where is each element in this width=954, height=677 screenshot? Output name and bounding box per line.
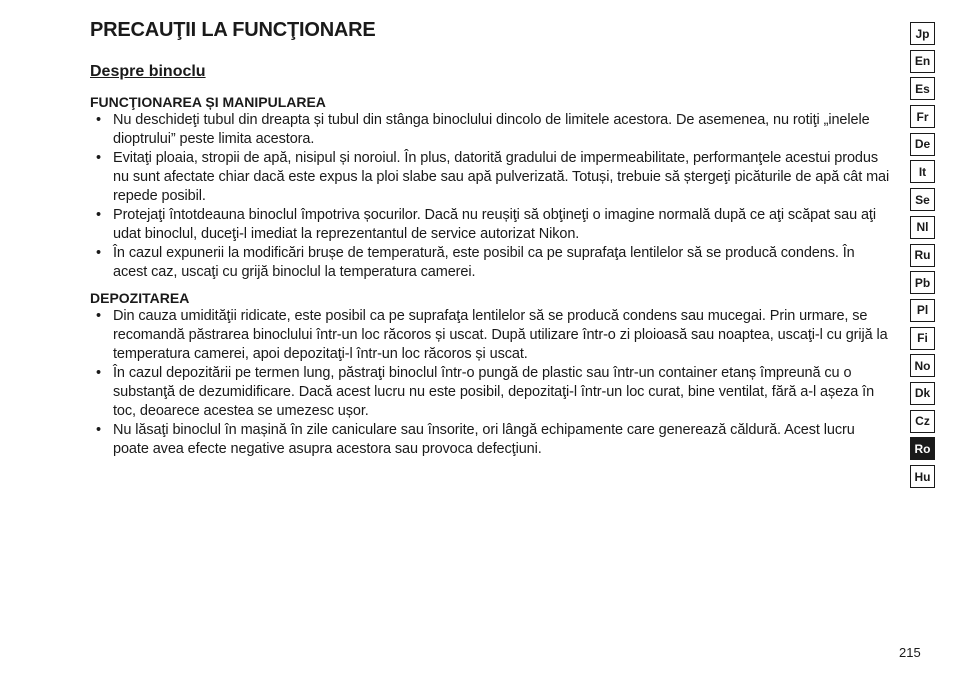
list-item: • Protejaţi întotdeauna binoclul împotriva șocurilor. Dacă nu reușiţi să obţineţi o imagine normală după ce aţi scăpat sau aţi udat binoclul, duceţi-l imediat la reprezentantul de service autorizat Nikon.: [90, 206, 890, 244]
tab-language-hu[interactable]: Hu: [910, 465, 935, 488]
list-item: • În cazul expunerii la modificări brușe de temperatură, este posibil ca pe suprafaţa lentilelor să se producă condens. În acest caz, uscaţi cu grijă binoclul la temperatura camerei.: [90, 244, 890, 282]
tab-language-fr[interactable]: Fr: [910, 105, 935, 128]
tab-language-en[interactable]: En: [910, 50, 935, 73]
tab-language-ro[interactable]: Ro: [910, 437, 935, 460]
bullet-list: [90, 307, 890, 459]
page-title: PRECAUŢII LA FUNCŢIONARE: [90, 19, 376, 41]
list-item: • Nu lăsaţi binoclul în mașină în zile caniculare sau însorite, ori lângă echipamente care generează căldură. Acest lucru poate avea efecte negative asupra acestora sau provoca defecţiuni.: [90, 421, 890, 459]
list-item: • Din cauza umidităţii ridicate, este posibil ca pe suprafaţa lentilelor să se producă condens sau mucegai. Prin urmare, se recomandă păstrarea binoclului într-un loc răcoros și uscat. După utilizare într-o zi ploioasă sau noaptea, uscaţi-l cu grijă la temperatura camerei, apoi depozitaţi-l într-un loc răcoros și uscat.: [90, 307, 890, 364]
list-item: • Nu deschideţi tubul din dreapta și tubul din stânga binoclului dincolo de limitele acestora. De asemenea, nu rotiţi „inelele dioptrului” peste limita acestora.: [90, 111, 890, 149]
tab-language-dk[interactable]: Dk: [910, 382, 935, 405]
tab-language-fi[interactable]: Fi: [910, 327, 935, 350]
subsection-storage: [90, 290, 890, 459]
subsection-heading: FUNCŢIONAREA ȘI MANIPULAREA: [90, 94, 326, 110]
tab-language-cz[interactable]: Cz: [910, 410, 935, 433]
tab-language-se[interactable]: Se: [910, 188, 935, 211]
tab-language-pb[interactable]: Pb: [910, 271, 935, 294]
tab-language-nl[interactable]: Nl: [910, 216, 935, 239]
language-tabs: [910, 22, 935, 493]
list-item: • Evitaţi ploaia, stropii de apă, nisipul și noroiul. În plus, datorită gradului de impermeabilitate, performanţele acestui produs nu sunt afectate chiar dacă este expus la ploi slabe sau apă pulverizată. Totuși, trebuie să ștergeţi picăturile de apă cât mai repede posibil.: [90, 149, 890, 206]
tab-language-es[interactable]: Es: [910, 77, 935, 100]
tab-language-ru[interactable]: Ru: [910, 244, 935, 267]
subsection-heading: DEPOZITAREA: [90, 290, 190, 306]
tab-language-pl[interactable]: Pl: [910, 299, 935, 322]
bullet-list: [90, 111, 890, 282]
page-number: 215: [899, 645, 921, 660]
tab-language-no[interactable]: No: [910, 354, 935, 377]
list-item: • În cazul depozitării pe termen lung, păstraţi binoclul într-o pungă de plastic sau într-un container etanș împreună cu o substanţă de dezumidificare. Dacă acest lucru nu este posibil, depozitaţi-l într-un loc curat, bine ventilat, fără a-l așeza în toc, deoarece acestea se umezesc ușor.: [90, 364, 890, 421]
tab-language-de[interactable]: De: [910, 133, 935, 156]
tab-language-jp[interactable]: Jp: [910, 22, 935, 45]
tab-language-it[interactable]: It: [910, 160, 935, 183]
section-title: Despre binoclu: [90, 63, 206, 80]
subsection-handling: [90, 94, 890, 282]
